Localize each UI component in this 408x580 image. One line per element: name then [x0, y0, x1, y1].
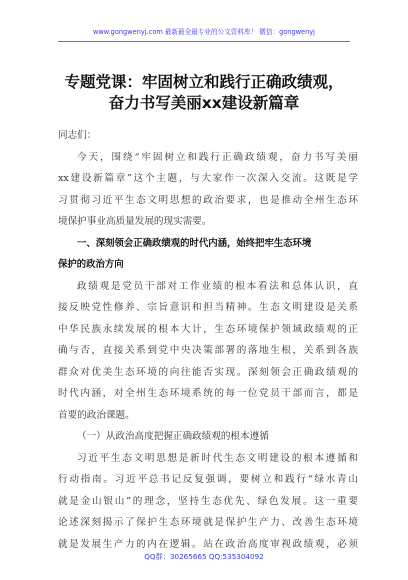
- paragraph-line: 习贯彻习近平生态文明思想的政治要求，也是推动全州生态环: [58, 194, 358, 206]
- paragraph-line: 就是金山银山”的理念，坚持生态优先、绿色发展。这一重要: [58, 495, 358, 507]
- paragraph-line: 接反映党性修养、宗旨意识和担当精神。生态文明建设是关系: [58, 302, 358, 313]
- subsection-heading: （一）从政治高度把握正确政绩观的根本遵循: [77, 431, 269, 442]
- paragraph-line: 论述深刻揭示了保护生态环境就是保护生产力、改善生态环境: [58, 517, 358, 528]
- page-header-banner: www.gongwenyj.com 最新最全最专业的公文资料库！ 微信：gongwenyj: [92, 28, 316, 36]
- header-divider: [58, 41, 350, 42]
- paragraph-line: 境保护事业高质量发展的现实需要。: [58, 216, 212, 227]
- paragraph-line: 群众对优美生态环境的向往能否实现。深刻领会正确政绩观的: [58, 366, 358, 378]
- section-heading-line: 保护的政治方向: [58, 259, 124, 270]
- paragraph-line: 今天，围绕“牢固树立和践行正确政绩观，奋力书写美丽: [77, 151, 358, 163]
- title-line-1: 专题党课：牢固树立和践行正确政绩观，: [64, 73, 344, 91]
- paragraph-line: 就是发展生产力的内在逻辑。站在政治高度审视政绩观，必须: [58, 538, 358, 550]
- document-title: [30, 72, 378, 114]
- paragraph-line: 确与否，直接关系到党中央决策部署的落地生根，关系到各族: [58, 345, 358, 356]
- paragraph-line: 中华民族永续发展的根本大计，生态环境保护领域政绩观的正: [58, 323, 358, 335]
- paragraph-line: 政绩观是党员干部对工作业绩的根本看法和总体认识，直: [77, 280, 358, 292]
- page-footer-contact: QQ群：30265665 QQ:535304092: [144, 552, 264, 561]
- paragraph-line: 首要的政治课题。: [58, 409, 135, 421]
- paragraph-line: 行动指南。习近平总书记反复强调，要树立和践行“绿水青山: [58, 474, 358, 485]
- document-body: [58, 125, 358, 555]
- section-heading-line: 一、深刻领会正确政绩观的时代内涵，始终把牢生态环境: [77, 237, 312, 249]
- salutation: 同志们：: [58, 130, 97, 141]
- paragraph-line: 时代内涵，对全州生态环境系统的每一位党员干部而言，都是: [58, 388, 358, 399]
- paragraph-line: 习近平生态文明思想是新时代生态文明建设的根本遵循和: [77, 452, 358, 464]
- paragraph-line: xx建设新篇章”这个主题，与大家作一次深入交流。这既是学: [58, 173, 358, 184]
- title-line-2: 奋力书写美丽xx建设新篇章: [108, 94, 300, 112]
